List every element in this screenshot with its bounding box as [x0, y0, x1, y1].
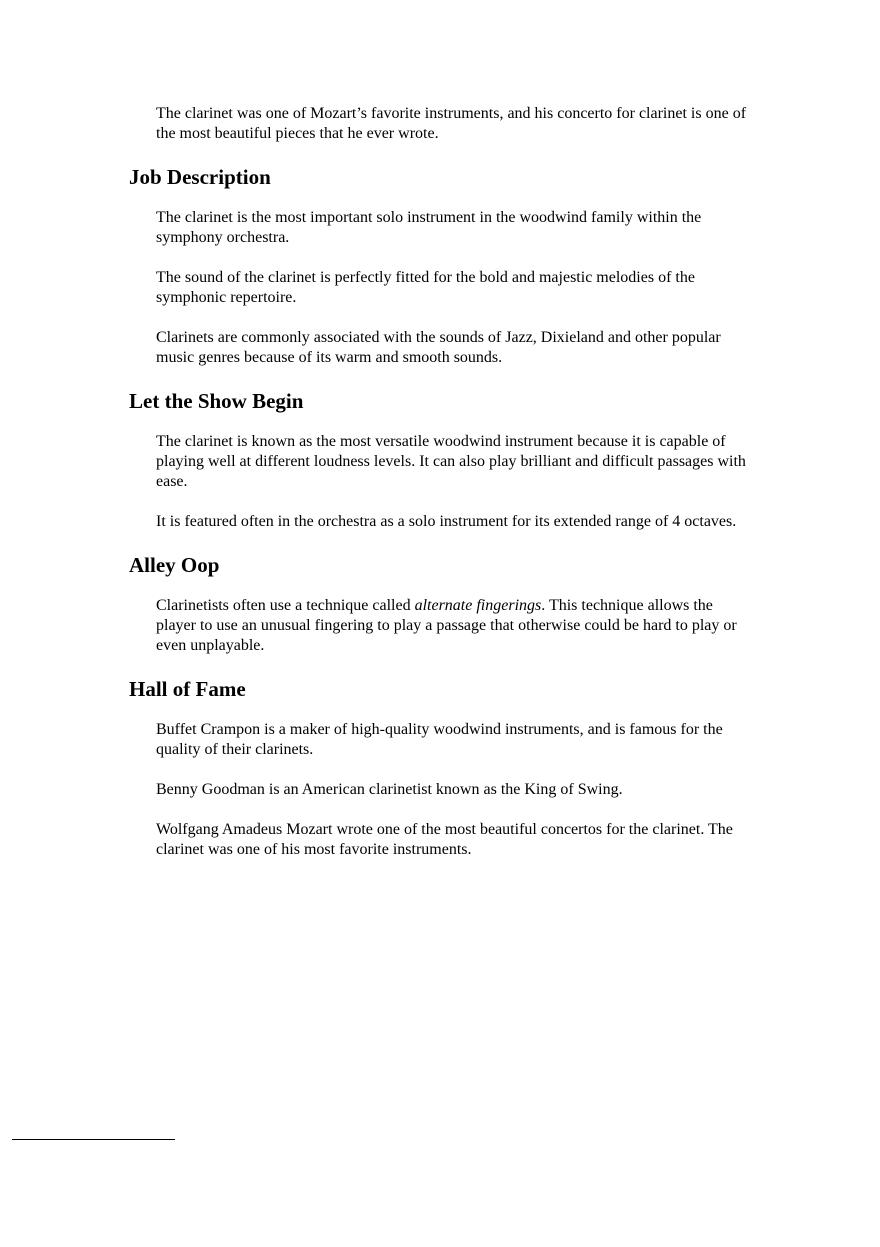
paragraph — [156, 596, 756, 656]
paragraph: Wolfgang Amadeus Mozart wrote one of the most beautiful concertos for the clarinet. The clarinet was one of his most favorite instruments. — [156, 821, 733, 858]
paragraph: It is featured often in the orchestra as a solo instrument for its extended range of 4 octaves. — [156, 513, 737, 530]
paragraph-text-start: Clarinetists often use a technique called — [156, 597, 415, 614]
paragraph: The sound of the clarinet is perfectly fitted for the bold and majestic melodies of the symphonic repertoire. — [156, 269, 695, 306]
paragraph: The clarinet is the most important solo instrument in the woodwind family within the symphony orchestra. — [156, 209, 702, 246]
section-job-description — [129, 164, 769, 368]
section-let-the-show-begin — [129, 388, 769, 532]
paragraph-italic-term: alternate fingerings — [414, 597, 542, 614]
footnote-separator — [12, 1139, 175, 1140]
intro-paragraph: The clarinet was one of Mozart’s favorite instruments, and his concerto for clarinet is one of the most beautiful pieces that he ever wrote. — [156, 105, 747, 142]
document-body — [129, 104, 769, 880]
paragraph: Clarinets are commonly associated with the sounds of Jazz, Dixieland and other popular music genres because of its warm and smooth sounds. — [156, 329, 721, 366]
section-heading: Alley Oop — [129, 553, 220, 577]
paragraph-text-end: . This technique allows the player to use an unusual fingering to play a passage that otherwise could be hard to play or even unplayable. — [156, 597, 737, 654]
section-heading: Hall of Fame — [129, 677, 246, 701]
paragraph: Buffet Crampon is a maker of high-quality woodwind instruments, and is famous for the quality of their clarinets. — [156, 721, 723, 758]
paragraph: The clarinet is known as the most versatile woodwind instrument because it is capable of playing well at different loudness levels. It can also play brilliant and difficult passages with ease. — [156, 433, 746, 490]
section-alley-oop — [129, 552, 769, 656]
section-hall-of-fame — [129, 676, 769, 860]
section-heading: Job Description — [129, 165, 271, 189]
paragraph: Benny Goodman is an American clarinetist known as the King of Swing. — [156, 781, 623, 798]
section-heading: Let the Show Begin — [129, 389, 304, 413]
